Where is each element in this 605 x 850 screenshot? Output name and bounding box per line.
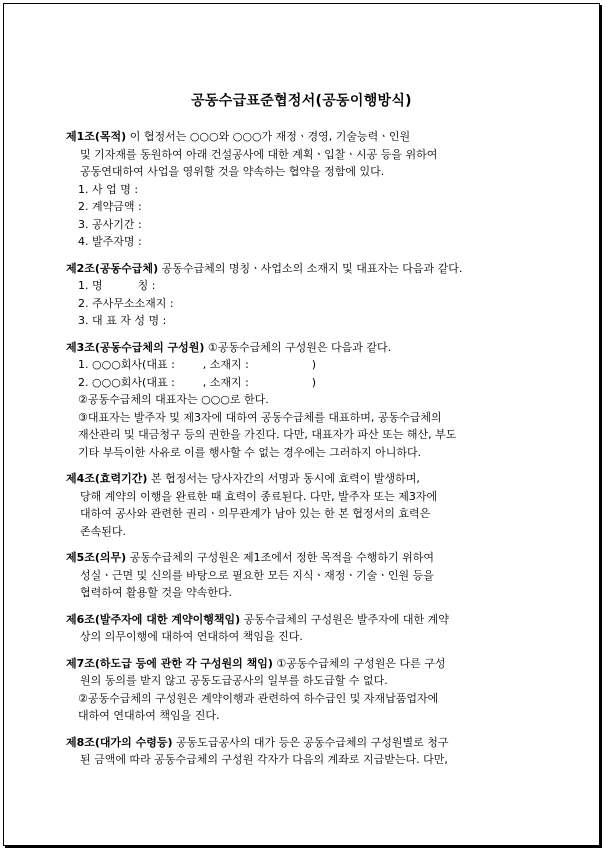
article-item: 2. 주사무소소재지 : bbox=[78, 296, 174, 310]
article-line: 성실ㆍ근면 및 신의를 바탕으로 필요한 모든 지식ㆍ재정ㆍ기술ㆍ인원 등을 bbox=[80, 568, 434, 582]
article-item: 2. 계약금액 : bbox=[78, 200, 142, 213]
article-line: 존속된다. bbox=[80, 524, 127, 538]
article-line: 상의 의무이행에 대하여 연대하여 책임을 진다. bbox=[80, 630, 303, 643]
article-item: 2. ○○○회사(대표 : , 소재지 : ) bbox=[78, 375, 317, 389]
article-item: 1. 사 업 명 : bbox=[78, 182, 139, 196]
article-text: 공동수급체의 명칭ㆍ사업소의 소재지 및 대표자는 다음과 같다. bbox=[158, 261, 463, 275]
article-5 bbox=[66, 549, 546, 602]
document-page bbox=[3, 3, 600, 846]
article-heading: 제5조(의무) bbox=[66, 551, 127, 564]
article-item: 1. 명 칭 : bbox=[78, 279, 156, 292]
article-item: 4. 발주자명 : bbox=[78, 235, 142, 248]
article-4 bbox=[66, 470, 546, 540]
article-first-line bbox=[66, 734, 546, 752]
document-title: 공동수급표준협정서(공동이행방식) bbox=[191, 93, 412, 109]
article-heading: 제6조(발주자에 대한 계약이행책임) bbox=[66, 612, 241, 626]
article-text: ①공동수급체의 구성원은 다른 구성 bbox=[272, 656, 446, 670]
article-heading: 제7조(하도급 등에 관한 각 구성원의 책임) bbox=[66, 656, 273, 670]
article-heading: 제2조(공동수급체) bbox=[66, 261, 159, 275]
article-first-line bbox=[66, 611, 546, 629]
article-text: 공동도급공사의 대가 등은 공동수급체의 구성원별로 청구 bbox=[172, 735, 449, 749]
article-first-line bbox=[66, 470, 546, 488]
article-item: 3. 공사기간 : bbox=[78, 217, 142, 231]
article-8 bbox=[66, 734, 546, 769]
article-text: 본 협정서는 당사자간의 서명과 동시에 효력이 발생하며, bbox=[147, 472, 420, 485]
article-item: 1. ○○○회사(대표 : , 소재지 : ) bbox=[78, 358, 317, 371]
article-paragraph-line: ②공동수급체의 구성원은 계약이행과 관련하여 하수급인 및 자재납품업자에 bbox=[78, 691, 439, 705]
article-paragraph-line: 기타 부득이한 사유로 이를 행사할 수 없는 경우에는 그러하지 아니하다. bbox=[78, 445, 422, 459]
article-line: 된 금액에 따라 공동수급체의 구성원 각자가 다음의 계좌로 지급받는다. 다만, bbox=[80, 753, 448, 766]
article-item: 3. 대 표 자 성 명 : bbox=[78, 314, 167, 327]
article-line: 원의 동의를 받지 않고 공동도급공사의 일부를 하도급할 수 없다. bbox=[80, 674, 388, 687]
article-paragraph-line: 대하여 연대하여 책임을 진다. bbox=[78, 709, 220, 722]
document-body bbox=[66, 128, 546, 778]
article-3 bbox=[66, 339, 546, 462]
article-line: 공동연대하여 사업을 영위할 것을 약속하는 협약을 정함에 있다. bbox=[80, 165, 385, 178]
article-line: 협력하여 활용할 것을 약속한다. bbox=[80, 586, 233, 599]
article-heading: 제3조(공동수급체의 구성원) bbox=[66, 340, 205, 354]
article-7 bbox=[66, 655, 546, 725]
article-heading: 제1조(목적) bbox=[66, 130, 127, 143]
article-heading: 제4조(효력기간) bbox=[66, 472, 148, 485]
article-text: 공동수급체의 구성원은 발주자에 대한 계약 bbox=[240, 612, 449, 626]
article-1 bbox=[66, 128, 546, 251]
article-first-line bbox=[66, 655, 546, 673]
article-paragraph-line: ③대표자는 발주자 및 제3자에 대하여 공동수급체를 대표하며, 공동수급체의 bbox=[78, 410, 442, 424]
article-first-line bbox=[66, 339, 546, 357]
article-line: 당해 계약의 이행을 완료한 때 효력이 종료된다. 다만, 발주자 또는 제3자에 bbox=[80, 489, 438, 503]
article-6 bbox=[66, 611, 546, 646]
article-first-line bbox=[66, 128, 546, 146]
article-2 bbox=[66, 260, 546, 330]
article-text: 공동수급체의 구성원은 제1조에서 정한 목적을 수행하기 위하여 bbox=[126, 551, 434, 564]
article-line: 대하여 공사와 관련한 권리ㆍ의무관계가 남아 있는 한 본 협정서의 효력은 bbox=[80, 507, 431, 520]
article-paragraph-line: 재산관리 및 대금청구 등의 권한을 가진다. 다만, 대표자가 파산 또는 해산, 부도 bbox=[78, 428, 457, 441]
article-heading: 제8조(대가의 수령등) bbox=[66, 735, 173, 749]
article-line: 및 기자재를 동원하여 아래 건설공사에 대한 계획ㆍ입찰ㆍ시공 등을 위하여 bbox=[80, 147, 438, 161]
article-paragraph-line: ②공동수급체의 대표자는 ○○○로 한다. bbox=[78, 393, 269, 406]
article-text: ①공동수급체의 구성원은 다음과 같다. bbox=[204, 340, 392, 354]
article-text: 이 협정서는 ○○○와 ○○○가 재정ㆍ경영, 기술능력ㆍ인원 bbox=[126, 130, 411, 143]
article-first-line bbox=[66, 260, 546, 278]
article-first-line bbox=[66, 549, 546, 567]
